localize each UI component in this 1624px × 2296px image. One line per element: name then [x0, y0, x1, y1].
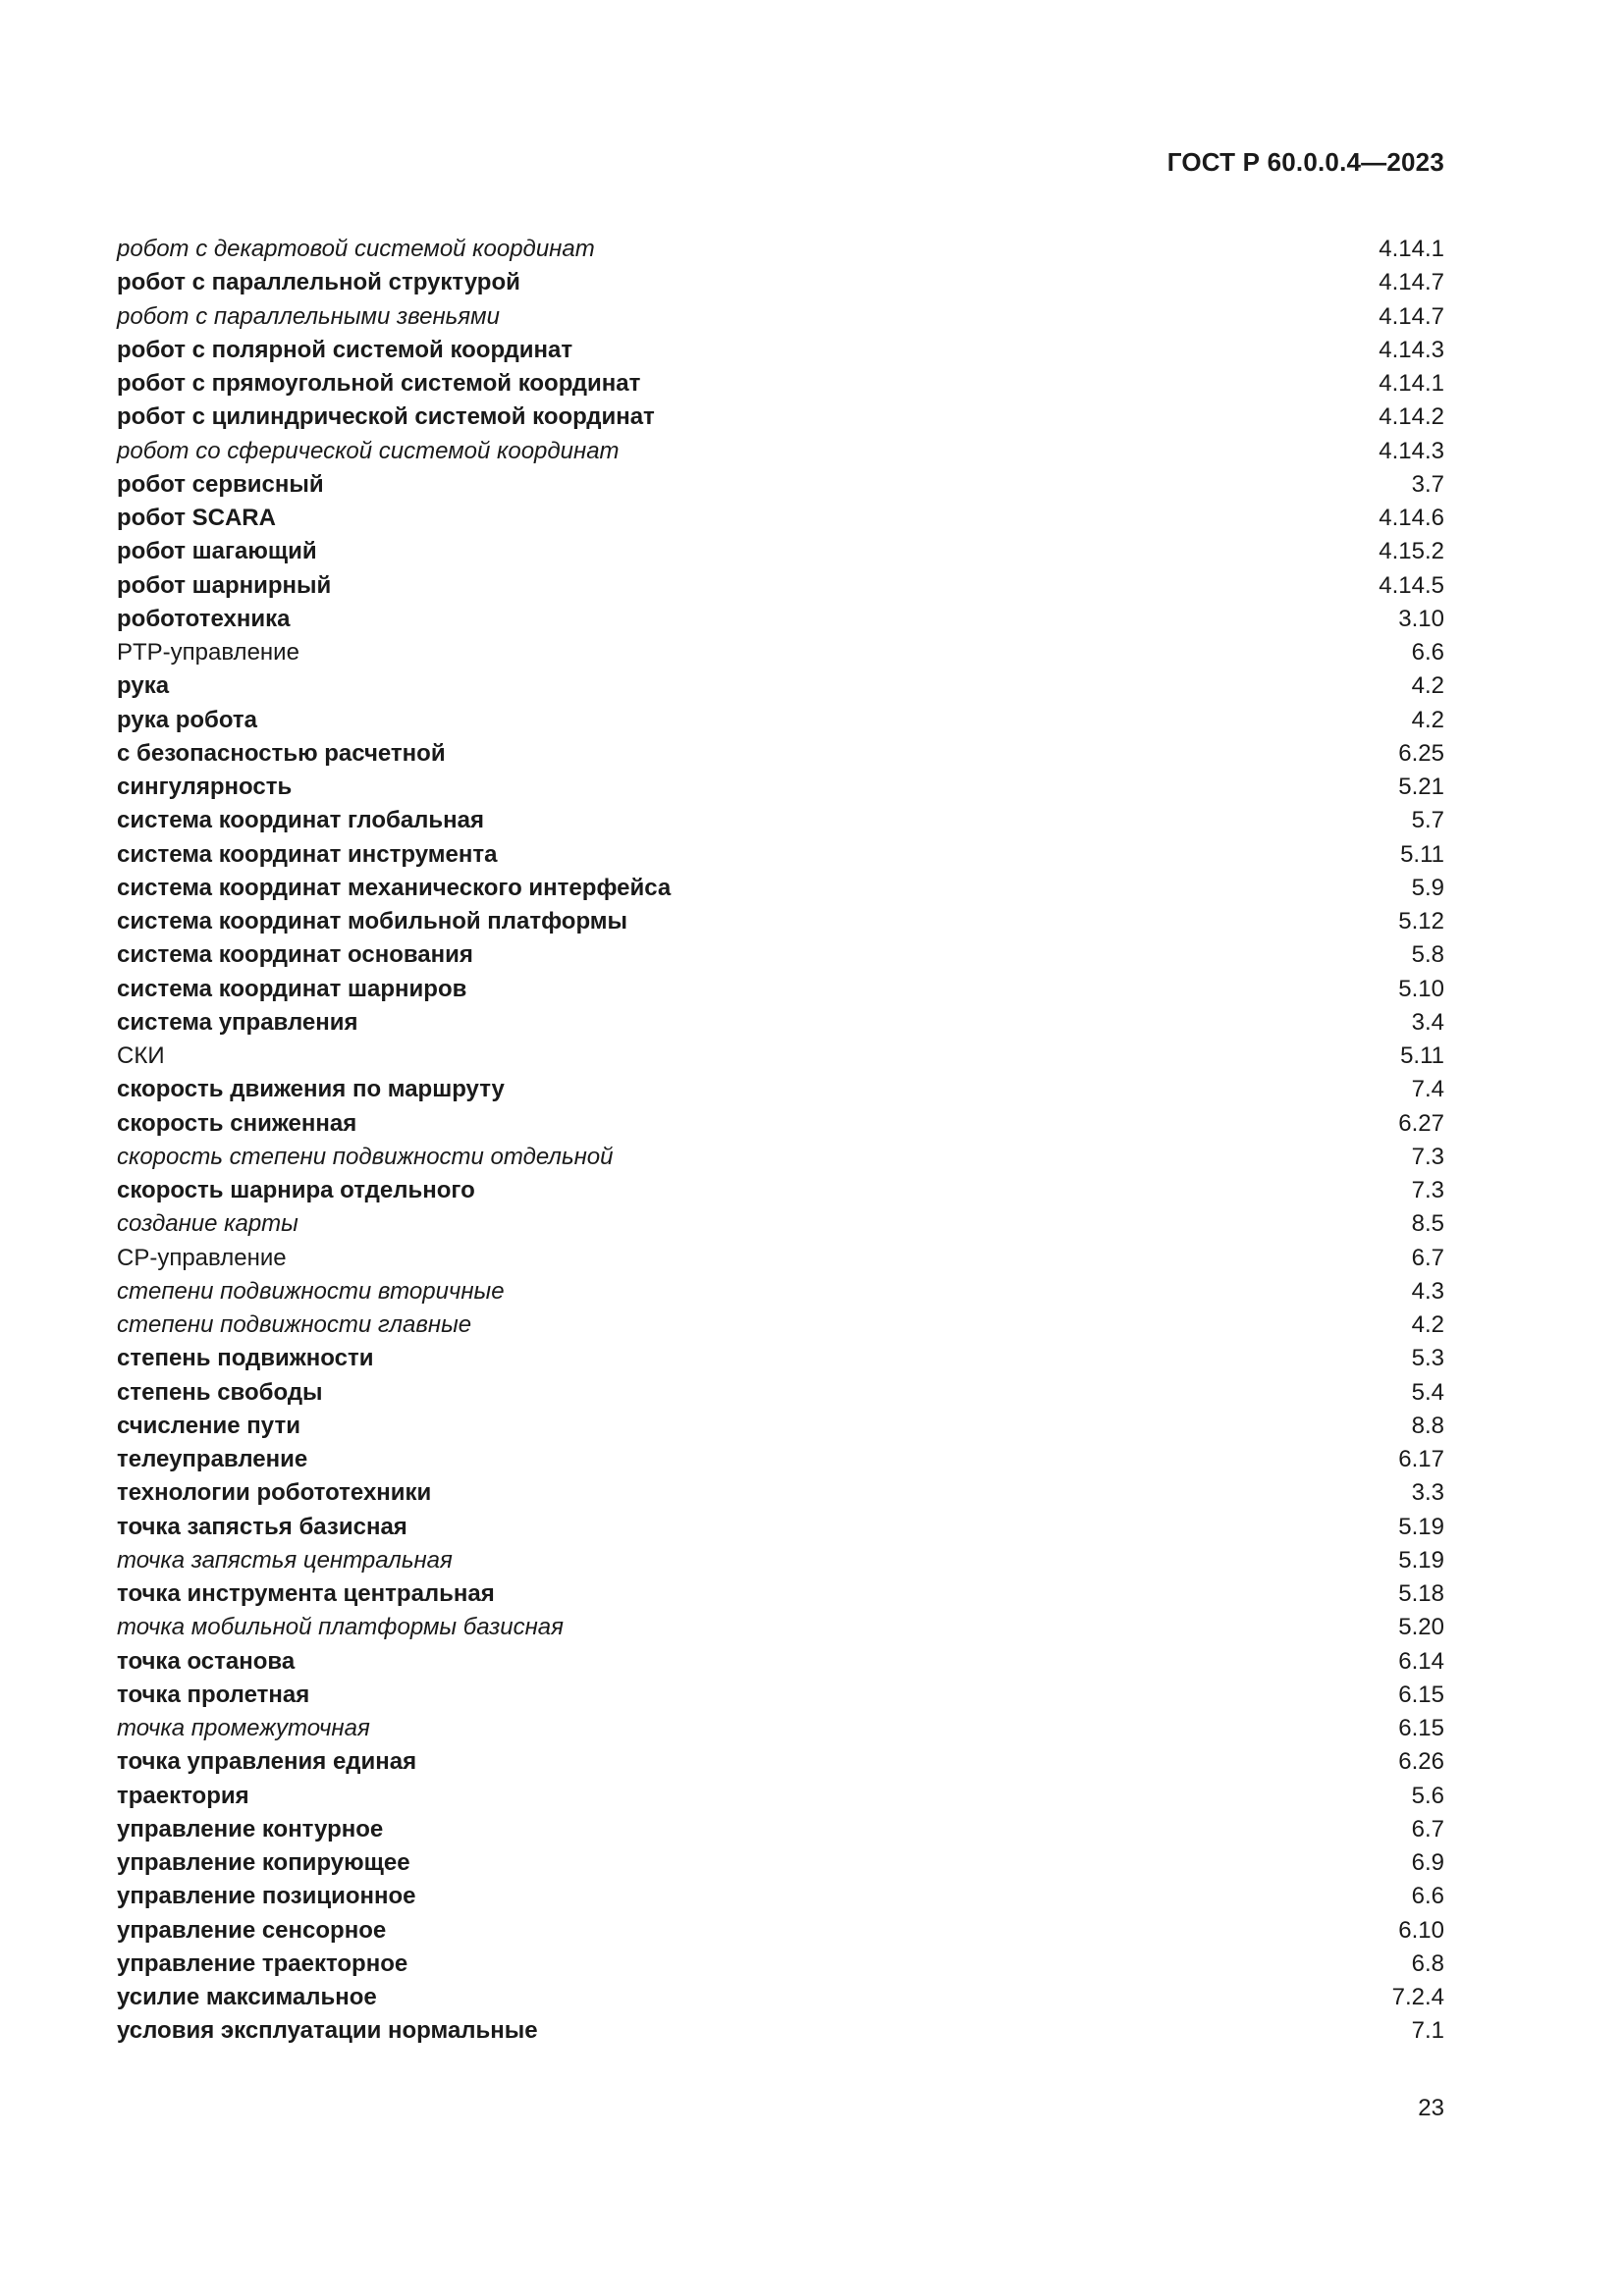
- index-term: управление траекторное: [117, 1949, 408, 1977]
- index-term: робот с параллельными звеньями: [117, 302, 500, 330]
- index-term: точка мобильной платформы базисная: [117, 1614, 564, 1641]
- index-term: CP-управление: [117, 1244, 287, 1271]
- index-term: телеуправление: [117, 1446, 308, 1472]
- index-term: сингулярность: [117, 774, 293, 800]
- index-term: робот SCARA: [117, 505, 276, 531]
- index-entry: [117, 1611, 1444, 1644]
- index-reference: 4.14.5: [1379, 571, 1444, 599]
- index-entry: [117, 1511, 1444, 1544]
- index-term: технологии робототехники: [117, 1479, 432, 1507]
- index-reference: 5.20: [1398, 1614, 1444, 1641]
- index-reference: 3.7: [1411, 470, 1444, 498]
- index-entry: [117, 1308, 1444, 1342]
- document-header-code: ГОСТ Р 60.0.0.4—2023: [1166, 147, 1444, 177]
- index-reference: 5.11: [1400, 840, 1444, 868]
- index-term: степень подвижности: [117, 1345, 374, 1372]
- index-reference: 6.25: [1398, 739, 1444, 767]
- index-term: счисление пути: [117, 1412, 300, 1439]
- index-entry: [117, 1207, 1444, 1241]
- index-term: точка управления единая: [117, 1748, 417, 1776]
- index-reference: 7.1: [1411, 2017, 1444, 2045]
- index-term: робот с цилиндрической системой координат: [117, 403, 655, 431]
- index-reference: 4.14.3: [1379, 336, 1444, 363]
- index-entry: [117, 938, 1444, 972]
- index-term: траектория: [117, 1782, 249, 1809]
- index-term: робототехника: [117, 605, 291, 632]
- index-term: точка инструмента центральная: [117, 1580, 495, 1607]
- index-reference: 6.6: [1411, 1883, 1444, 1910]
- index-term: скорость движения по маршруту: [117, 1076, 505, 1103]
- page-number: 23: [1418, 2095, 1444, 2121]
- index-term: система координат инструмента: [117, 840, 498, 868]
- index-term: управление контурное: [117, 1815, 384, 1842]
- index-term: точка пролетная: [117, 1681, 310, 1708]
- index-entry: [117, 771, 1444, 804]
- index-reference: 6.14: [1398, 1647, 1444, 1675]
- index-entry: [117, 569, 1444, 603]
- index-entry: [117, 1174, 1444, 1207]
- index-reference: 6.6: [1411, 639, 1444, 666]
- index-entry: [117, 905, 1444, 938]
- index-entry: [117, 1745, 1444, 1779]
- index-reference: 4.2: [1411, 706, 1444, 733]
- index-entry: [117, 1275, 1444, 1308]
- index-entry: [117, 1914, 1444, 1948]
- index-entry: [117, 400, 1444, 434]
- index-reference: 7.4: [1411, 1076, 1444, 1103]
- index-term: управление позиционное: [117, 1883, 416, 1910]
- index-entry: [117, 1376, 1444, 1410]
- index-reference: 3.4: [1411, 1008, 1444, 1036]
- index-reference: 4.14.7: [1379, 302, 1444, 330]
- index-entry: [117, 435, 1444, 468]
- index-entry: [117, 1073, 1444, 1106]
- index-reference: 4.2: [1411, 672, 1444, 700]
- index-entry: [117, 1880, 1444, 1913]
- index-reference: 7.3: [1411, 1143, 1444, 1170]
- index-reference: 3.3: [1411, 1479, 1444, 1507]
- index-entry: [117, 1410, 1444, 1443]
- index-term: робот сервисный: [117, 470, 324, 498]
- index-entry: [117, 1679, 1444, 1712]
- index-entry: [117, 1948, 1444, 1981]
- index-entry: [117, 1846, 1444, 1880]
- index-term: робот с декартовой системой координат: [117, 236, 595, 262]
- index-term: рука: [117, 672, 170, 700]
- index-entry: [117, 1006, 1444, 1040]
- index-entry: [117, 300, 1444, 334]
- index-term: степени подвижности главные: [117, 1311, 472, 1338]
- index-entry: [117, 502, 1444, 535]
- index-term: точка запястья центральная: [117, 1546, 453, 1574]
- index-entry: [117, 737, 1444, 771]
- index-entry: [117, 233, 1444, 266]
- index-term: создание карты: [117, 1210, 298, 1238]
- index-entry: [117, 1141, 1444, 1174]
- index-entry: [117, 535, 1444, 568]
- index-reference: 5.12: [1398, 908, 1444, 934]
- index-reference: 6.15: [1398, 1681, 1444, 1708]
- index-term: робот с полярной системой координат: [117, 336, 573, 363]
- index-reference: 4.15.2: [1379, 538, 1444, 565]
- index-reference: 5.11: [1400, 1042, 1444, 1069]
- index-term: точка запястья базисная: [117, 1513, 407, 1540]
- index-entry: [117, 973, 1444, 1006]
- index-reference: 4.3: [1411, 1277, 1444, 1305]
- index-term: система координат шарниров: [117, 975, 467, 1002]
- index-entry: [117, 1107, 1444, 1141]
- index-term: система координат основания: [117, 941, 473, 969]
- index-reference: 4.14.1: [1379, 370, 1444, 397]
- index-reference: 6.27: [1398, 1109, 1444, 1137]
- index-entry: [117, 1712, 1444, 1745]
- index-term: условия эксплуатации нормальные: [117, 2017, 538, 2045]
- index-term: система управления: [117, 1008, 358, 1036]
- index-reference: 6.7: [1411, 1815, 1444, 1842]
- index-reference: 4.14.6: [1379, 505, 1444, 531]
- index-reference: 4.14.7: [1379, 269, 1444, 296]
- index-entry: [117, 838, 1444, 872]
- index-reference: 5.19: [1398, 1513, 1444, 1540]
- index-entry: [117, 1544, 1444, 1577]
- index-term: скорость степени подвижности отдельной: [117, 1143, 614, 1170]
- index-entry: [117, 1981, 1444, 2014]
- index-entry: [117, 1780, 1444, 1813]
- index-reference: 5.8: [1411, 941, 1444, 969]
- index-reference: 6.8: [1411, 1949, 1444, 1977]
- index-entry: [117, 1645, 1444, 1679]
- index-reference: 8.8: [1411, 1412, 1444, 1439]
- index-reference: 6.15: [1398, 1715, 1444, 1741]
- index-reference: 7.2.4: [1391, 1984, 1444, 2010]
- index-reference: 8.5: [1411, 1210, 1444, 1238]
- index-reference: 5.18: [1398, 1580, 1444, 1607]
- index-term: СКИ: [117, 1042, 165, 1069]
- index-term: степень свободы: [117, 1378, 323, 1406]
- index-entry: [117, 636, 1444, 669]
- index-reference: 5.4: [1411, 1378, 1444, 1406]
- index-reference: 4.14.1: [1379, 236, 1444, 262]
- index-term: точка останова: [117, 1647, 296, 1675]
- index-term: усилие максимальное: [117, 1984, 377, 2010]
- index-term: робот с параллельной структурой: [117, 269, 520, 296]
- index-term: с безопасностью расчетной: [117, 739, 446, 767]
- index-term: система координат мобильной платформы: [117, 908, 628, 934]
- index-reference: 5.19: [1398, 1546, 1444, 1574]
- index-entry: [117, 704, 1444, 737]
- index-reference: 5.7: [1411, 807, 1444, 834]
- index-entry: [117, 334, 1444, 367]
- index-term: управление сенсорное: [117, 1916, 387, 1944]
- index-reference: 4.14.2: [1379, 403, 1444, 431]
- index-entry: [117, 468, 1444, 502]
- index-entry: [117, 1242, 1444, 1275]
- index-term: скорость шарнира отдельного: [117, 1177, 475, 1203]
- index-reference: 6.26: [1398, 1748, 1444, 1776]
- index-entry: [117, 872, 1444, 905]
- index-reference: 5.10: [1398, 975, 1444, 1002]
- index-reference: 5.3: [1411, 1345, 1444, 1372]
- index-entry: [117, 1040, 1444, 1073]
- index-term: степени подвижности вторичные: [117, 1277, 505, 1305]
- index-entry: [117, 367, 1444, 400]
- index-term: управление копирующее: [117, 1849, 410, 1876]
- index-reference: 3.10: [1398, 605, 1444, 632]
- index-entry: [117, 804, 1444, 837]
- index-term: робот с прямоугольной системой координат: [117, 370, 641, 397]
- index-reference: 6.10: [1398, 1916, 1444, 1944]
- index-term: робот шарнирный: [117, 571, 332, 599]
- index-entry: [117, 2014, 1444, 2048]
- index-entry: [117, 603, 1444, 636]
- alphabetical-term-index: [117, 233, 1444, 2049]
- index-term: рука робота: [117, 706, 258, 733]
- index-reference: 6.7: [1411, 1244, 1444, 1271]
- index-term: точка промежуточная: [117, 1715, 370, 1741]
- index-term: скорость сниженная: [117, 1109, 357, 1137]
- index-reference: 7.3: [1411, 1177, 1444, 1203]
- index-term: система координат механического интерфейса: [117, 874, 672, 901]
- index-entry: [117, 669, 1444, 703]
- index-entry: [117, 266, 1444, 299]
- index-term: система координат глобальная: [117, 807, 485, 834]
- index-entry: [117, 1476, 1444, 1510]
- index-entry: [117, 1577, 1444, 1611]
- index-reference: 5.21: [1398, 774, 1444, 800]
- index-entry: [117, 1342, 1444, 1375]
- index-entry: [117, 1443, 1444, 1476]
- index-reference: 4.2: [1411, 1311, 1444, 1338]
- index-reference: 4.14.3: [1379, 437, 1444, 464]
- index-reference: 5.6: [1411, 1782, 1444, 1809]
- index-term: робот со сферической системой координат: [117, 437, 620, 464]
- index-reference: 6.9: [1411, 1849, 1444, 1876]
- index-reference: 6.17: [1398, 1446, 1444, 1472]
- index-entry: [117, 1813, 1444, 1846]
- index-term: PTP-управление: [117, 639, 299, 666]
- index-reference: 5.9: [1411, 874, 1444, 901]
- index-term: робот шагающий: [117, 538, 317, 565]
